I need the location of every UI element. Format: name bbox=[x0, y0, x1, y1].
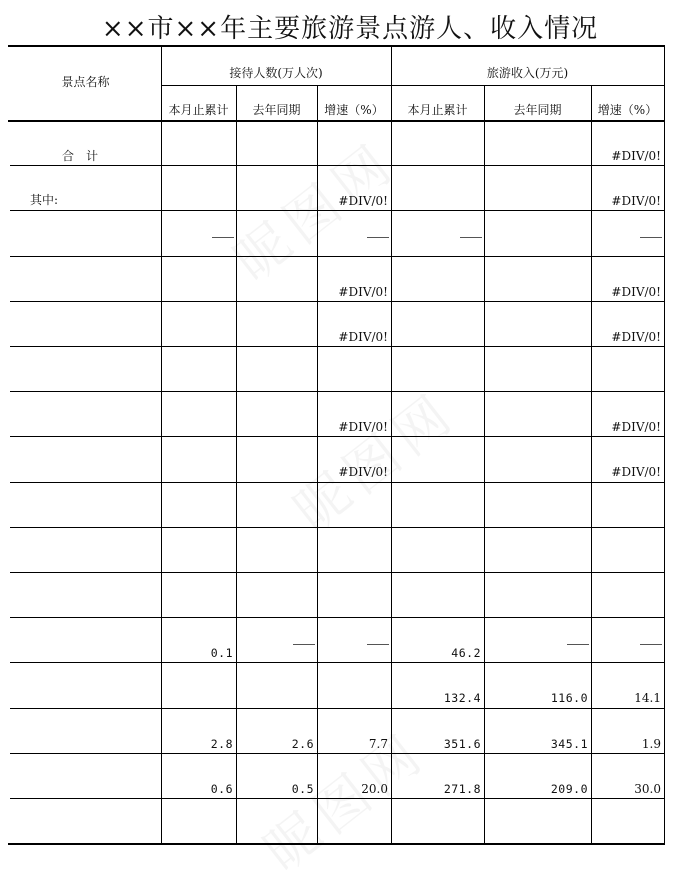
header-subcolumn: 本月止累计 bbox=[168, 103, 229, 117]
cell-value: 0.6 bbox=[210, 781, 233, 796]
row-divider bbox=[10, 301, 665, 302]
cell-value: 2.6 bbox=[291, 736, 314, 751]
cell-value: #DIV/0! bbox=[611, 149, 661, 163]
column-divider bbox=[484, 85, 485, 843]
page-title: ××市××年主要旅游景点游人、收入情况 bbox=[101, 14, 599, 44]
header-subcolumn: 增速（%） bbox=[597, 103, 658, 117]
cell-value: 345.1 bbox=[550, 736, 588, 751]
row-divider bbox=[10, 436, 665, 437]
cell-value bbox=[317, 637, 387, 651]
cell-value: #DIV/0! bbox=[338, 194, 388, 209]
row-divider bbox=[10, 256, 665, 257]
cell-value bbox=[591, 230, 660, 244]
cell-value bbox=[236, 637, 313, 651]
cell-value bbox=[161, 230, 232, 244]
row-divider bbox=[10, 482, 665, 483]
cell-value bbox=[391, 230, 480, 244]
cell-value: #DIV/0! bbox=[611, 329, 661, 344]
cell-value bbox=[484, 637, 587, 651]
row-divider bbox=[10, 210, 665, 211]
cell-value bbox=[317, 230, 387, 244]
cell-value: 116.0 bbox=[550, 691, 588, 706]
header-subcolumn: 去年同期 bbox=[513, 103, 562, 117]
cell-value: 30.0 bbox=[634, 781, 661, 796]
row-divider bbox=[10, 798, 665, 799]
cell-value: 20.0 bbox=[361, 781, 388, 796]
cell-value: 351.6 bbox=[443, 736, 481, 751]
row-divider bbox=[10, 346, 665, 347]
table-bottom-rule bbox=[8, 843, 665, 845]
row-divider bbox=[10, 527, 665, 528]
header-subcolumn: 去年同期 bbox=[252, 103, 301, 117]
header-name-column: 景点名称 bbox=[61, 75, 110, 89]
row-divider bbox=[10, 662, 665, 663]
cell-value: #DIV/0! bbox=[338, 329, 388, 344]
cell-value: #DIV/0! bbox=[611, 284, 661, 299]
header-bottom-rule bbox=[8, 120, 665, 122]
row-label: 其中: bbox=[30, 193, 59, 208]
row-divider bbox=[10, 165, 665, 166]
table-top-rule bbox=[8, 45, 665, 47]
cell-value: 46.2 bbox=[451, 646, 481, 661]
row-divider bbox=[10, 753, 665, 754]
header-subcolumn: 增速（%） bbox=[324, 103, 384, 117]
cell-value bbox=[591, 637, 660, 651]
cell-value: #DIV/0! bbox=[338, 465, 388, 480]
row-divider bbox=[10, 572, 665, 573]
cell-value: 0.5 bbox=[291, 781, 314, 796]
cell-value: #DIV/0! bbox=[611, 465, 661, 480]
row-divider bbox=[10, 617, 665, 618]
column-divider bbox=[236, 85, 237, 843]
cell-value: 7.7 bbox=[368, 736, 388, 751]
cell-value: #DIV/0! bbox=[338, 420, 388, 435]
row-label: 合 计 bbox=[62, 149, 99, 163]
cell-value: 209.0 bbox=[550, 781, 588, 796]
watermark-logo bbox=[276, 371, 470, 546]
cell-value: 2.8 bbox=[210, 736, 233, 751]
cell-value: 271.8 bbox=[443, 781, 481, 796]
cell-value: #DIV/0! bbox=[611, 194, 661, 209]
row-divider bbox=[10, 391, 665, 392]
cell-value: 14.1 bbox=[634, 691, 661, 706]
watermark-logo bbox=[216, 121, 410, 296]
header-subcolumn: 本月止累计 bbox=[407, 103, 468, 117]
row-divider bbox=[10, 708, 665, 709]
header-visitors-group: 接待人数(万人次) bbox=[229, 66, 323, 80]
cell-value: 132.4 bbox=[443, 691, 481, 706]
header-income-group: 旅游收入(万元) bbox=[486, 66, 569, 80]
cell-value: 0.1 bbox=[210, 646, 233, 661]
cell-value: 1.9 bbox=[641, 736, 661, 751]
cell-value: #DIV/0! bbox=[611, 420, 661, 435]
cell-value: #DIV/0! bbox=[338, 284, 388, 299]
